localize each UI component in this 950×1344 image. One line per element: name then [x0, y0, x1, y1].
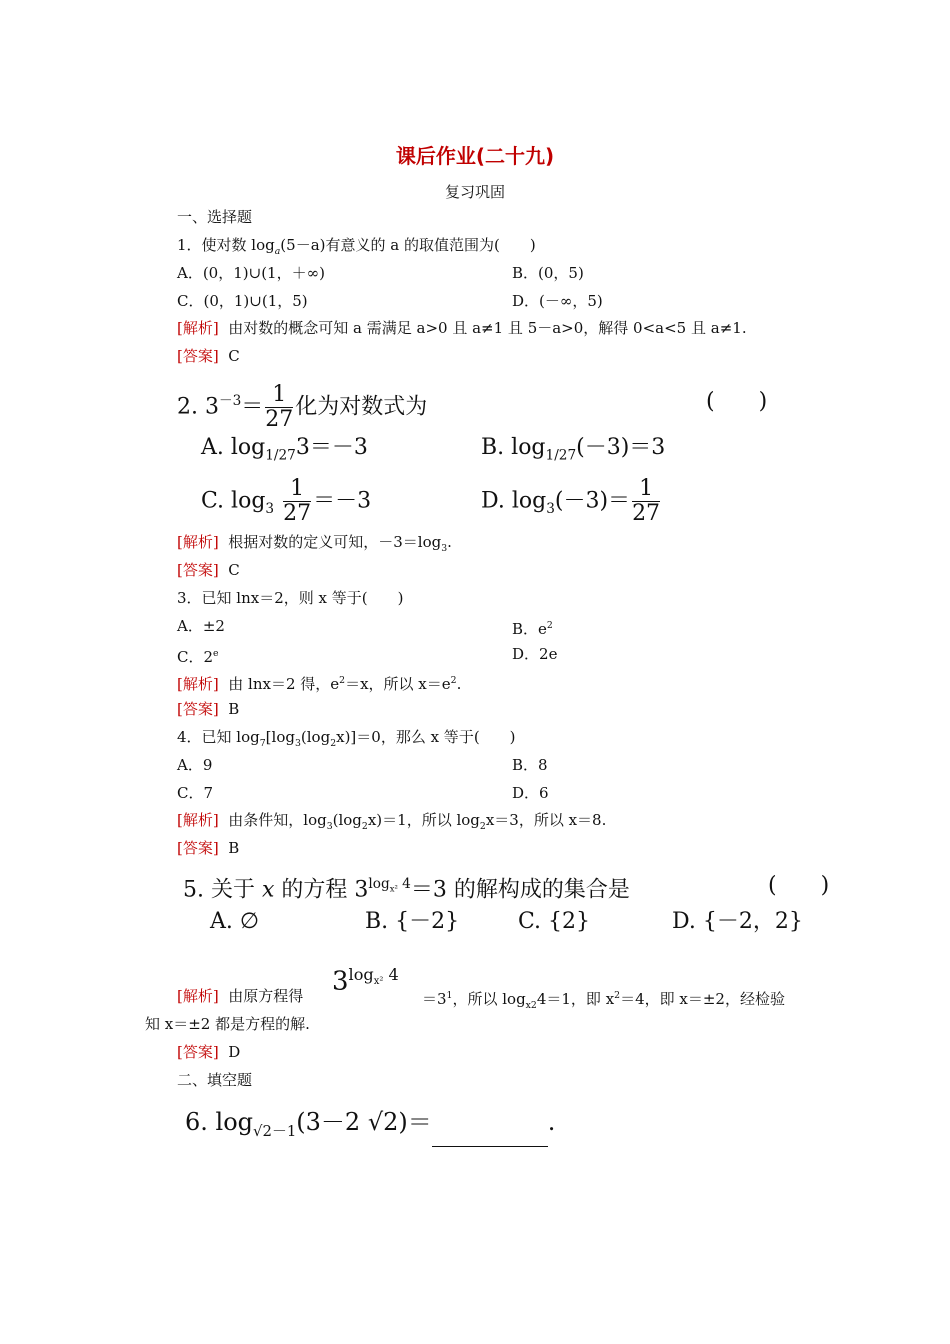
answer-label: [答案]: [177, 561, 219, 579]
q2-frac-den: 27: [265, 407, 294, 432]
q4-analysis-sub2: 2: [361, 821, 368, 832]
q3-b-prefix: B．e: [512, 620, 547, 638]
q5-answer: [177, 1042, 240, 1062]
analysis-label: [解析]: [177, 675, 219, 693]
q2-fraction: [265, 384, 293, 431]
section-subtitle: 复习巩固: [444, 183, 505, 201]
q2-option-a: [201, 434, 368, 469]
q2-c-prefix: C. log: [201, 488, 266, 514]
q3-c-prefix: C．2: [177, 648, 214, 666]
q1-analysis-text: 由对数的概念可知 a 需满足 a>0 且 a≠1 且 5－a>0，解得 0<a<5 且 a≠1.: [228, 319, 747, 337]
q5-stem-a: 5. 关于: [183, 877, 262, 903]
q1-option-b: B．(0，5): [512, 264, 584, 282]
q1-stem-sub: a: [274, 246, 281, 257]
answer-label: [答案]: [177, 347, 219, 365]
q2-option-c: [201, 478, 371, 525]
q2-paren: ( ): [706, 389, 768, 414]
q3-analysis: [177, 671, 461, 694]
answer-label: [答案]: [177, 1043, 219, 1061]
q4-option-d: D．6: [512, 784, 549, 802]
q5-option-d: D. {－2，2}: [672, 909, 803, 934]
q4-stem-sub1: 7: [259, 738, 266, 749]
question-3-stem: 3．已知 lnx＝2，则 x 等于( ): [177, 589, 404, 607]
q6-body: (3－2 √2)＝: [296, 1108, 432, 1136]
q1-option-d: D．(－∞，5): [512, 292, 603, 310]
q6-sub: √2－1: [253, 1121, 297, 1140]
q4-analysis: [177, 810, 606, 837]
q3-answer-value: B: [228, 700, 240, 718]
q1-answer-value: C: [228, 347, 240, 365]
q4-analysis-a: 由条件知，log: [228, 811, 327, 829]
q1-stem-prefix: 1．使对数 log: [177, 236, 275, 254]
q5-answer-value: D: [228, 1043, 241, 1061]
q2-b-suffix: (－3)＝3: [576, 435, 666, 460]
q4-analysis-sub3: 2: [479, 821, 486, 832]
answer-label: [答案]: [177, 700, 219, 718]
q5-analysis-cont: [422, 986, 785, 1016]
q5-analysis-c: ，所以 log: [452, 990, 526, 1008]
q5-stem-exponent: [368, 876, 410, 892]
q2-c-fraction: [283, 478, 311, 525]
q2-analysis-end: .: [447, 533, 452, 551]
q2-d-prefix: D. log: [481, 488, 547, 514]
q2-stem-prefix: 2. 3: [177, 394, 219, 420]
q5-analysis-d: 4＝1，即 x: [536, 990, 615, 1008]
q2-d-fraction: [632, 478, 660, 525]
q5-formula-base: 3: [332, 966, 349, 997]
q3-analysis-prefix: 由 lnx＝2 得，e: [228, 675, 340, 693]
q3-analysis-sup2: 2: [450, 675, 457, 686]
q2-a-suffix: 3＝－3: [295, 435, 368, 460]
analysis-label: [解析]: [177, 533, 219, 551]
q5-option-c: C. {2}: [518, 909, 591, 934]
q2-stem-exp: －3: [218, 393, 242, 410]
q5-formula-exponent: [348, 965, 399, 988]
q2-c-frac-num: 1: [283, 478, 311, 502]
q3-c-sup: e: [213, 648, 219, 659]
q2-answer: [177, 560, 240, 580]
q2-a-prefix: A. log: [201, 435, 266, 460]
q6-prefix: 6. log: [185, 1108, 254, 1136]
q2-a-sub: 1/27: [265, 447, 296, 464]
q2-analysis-text: 根据对数的定义可知，－3＝log: [228, 533, 442, 551]
q5-formula-4: 4: [383, 965, 399, 984]
q3-option-a: A．±2: [177, 617, 225, 635]
analysis-label: [解析]: [177, 811, 219, 829]
q1-option-c: C．(0，1)∪(1，5): [177, 292, 308, 310]
q3-answer: [177, 699, 239, 719]
q5-stem-log: log: [368, 876, 390, 892]
section-heading-fill: 二、填空题: [177, 1071, 253, 1089]
q4-analysis-c: x)＝1，所以 log: [367, 811, 480, 829]
q4-stem-a: 4．已知 log: [177, 728, 260, 746]
q3-option-b: [512, 616, 553, 639]
q2-option-b: [481, 434, 665, 469]
q5-analysis-formula: [332, 958, 399, 999]
q2-analysis: [177, 532, 452, 559]
q4-answer-value: B: [228, 839, 240, 857]
q5-paren: ( ): [768, 873, 830, 898]
q1-stem-suffix: (5－a)有意义的 a 的取值范围为( ): [280, 236, 536, 254]
q5-option-a: A. ∅: [210, 909, 260, 934]
q3-analysis-mid: ＝x，所以 x＝e: [345, 675, 451, 693]
q4-analysis-sub1: 3: [326, 821, 333, 832]
q5-analysis-b: ＝3: [422, 990, 447, 1008]
answer-label: [答案]: [177, 839, 219, 857]
question-1-stem: [177, 235, 536, 262]
q2-d-frac-num: 1: [632, 478, 660, 502]
q5-stem-x: x: [261, 877, 275, 903]
q5-stem-c: ＝3 的解构成的集合是: [410, 877, 630, 903]
page-title: 课后作业(二十九): [395, 144, 555, 168]
q3-analysis-sup1: 2: [339, 675, 346, 686]
q2-answer-value: C: [228, 561, 240, 579]
question-2-stem: [177, 384, 427, 431]
q4-option-b: B．8: [512, 756, 548, 774]
q4-stem-sub3: 2: [330, 738, 337, 749]
q3-b-sup: 2: [546, 620, 553, 631]
question-6-stem: [185, 1106, 555, 1147]
q3-analysis-end: .: [456, 675, 462, 693]
q2-c-eq: ＝－3: [313, 488, 372, 514]
analysis-label: [解析]: [177, 987, 219, 1005]
q1-answer: [177, 346, 240, 366]
q5-formula-logsub: x²: [373, 976, 384, 988]
q2-stem-eq: ＝: [241, 394, 264, 420]
q5-analysis-line2: 知 x＝±2 都是方程的解.: [145, 1015, 310, 1033]
q4-analysis-b: (log: [332, 811, 362, 829]
q5-analysis-sup2: 2: [614, 990, 621, 1001]
q5-analysis-sub: x2: [525, 1000, 537, 1011]
q3-option-c: [177, 644, 219, 667]
q4-stem-c: (log: [300, 728, 331, 746]
q2-b-sub: 1/27: [545, 447, 577, 464]
q4-stem-d: x)]＝0，那么 x 等于( ): [336, 728, 516, 746]
q2-analysis-sub: 3: [441, 543, 448, 554]
q6-answer-blank[interactable]: [432, 1124, 548, 1147]
q5-analysis-a: 由原方程得: [228, 987, 304, 1005]
q5-formula-log: log: [348, 965, 374, 984]
q5-stem-logsub: x²: [389, 883, 398, 894]
q5-stem-log4: 4: [397, 876, 411, 892]
q1-analysis: [177, 318, 747, 338]
q1-option-a: A．(0，1)∪(1，＋∞): [177, 264, 325, 282]
q2-b-prefix: B. log: [481, 435, 546, 460]
q2-c-frac-den: 27: [283, 501, 312, 526]
section-heading-choice: 一、选择题: [177, 208, 253, 226]
q5-analysis-sup: 1: [446, 990, 453, 1001]
analysis-label: [解析]: [177, 319, 219, 337]
q2-c-sub: 3: [265, 500, 275, 517]
q4-stem-sub2: 3: [294, 738, 301, 749]
q5-option-b: B. {－2}: [365, 909, 460, 934]
q4-analysis-d: x＝3，所以 x＝8.: [485, 811, 607, 829]
q3-option-d: D．2e: [512, 645, 558, 663]
q2-d-mid: (－3)＝: [554, 488, 631, 514]
q2-stem-suffix: 化为对数式为: [295, 394, 428, 420]
q4-stem-b: [log: [265, 728, 295, 746]
question-5-stem: [183, 870, 630, 904]
q2-option-d: [481, 478, 662, 525]
q4-option-c: C．7: [177, 784, 214, 802]
q6-end: .: [547, 1108, 556, 1136]
q2-d-sub: 3: [546, 500, 555, 517]
q4-answer: [177, 838, 239, 858]
question-4-stem: [177, 727, 516, 754]
q2-d-frac-den: 27: [632, 501, 661, 526]
q5-analysis: [177, 986, 303, 1006]
q5-analysis-e: ＝4，即 x＝±2，经检验: [620, 990, 785, 1008]
q2-frac-num: 1: [265, 384, 293, 408]
q5-stem-b: 的方程 3: [274, 877, 369, 903]
q4-option-a: A．9: [177, 756, 213, 774]
